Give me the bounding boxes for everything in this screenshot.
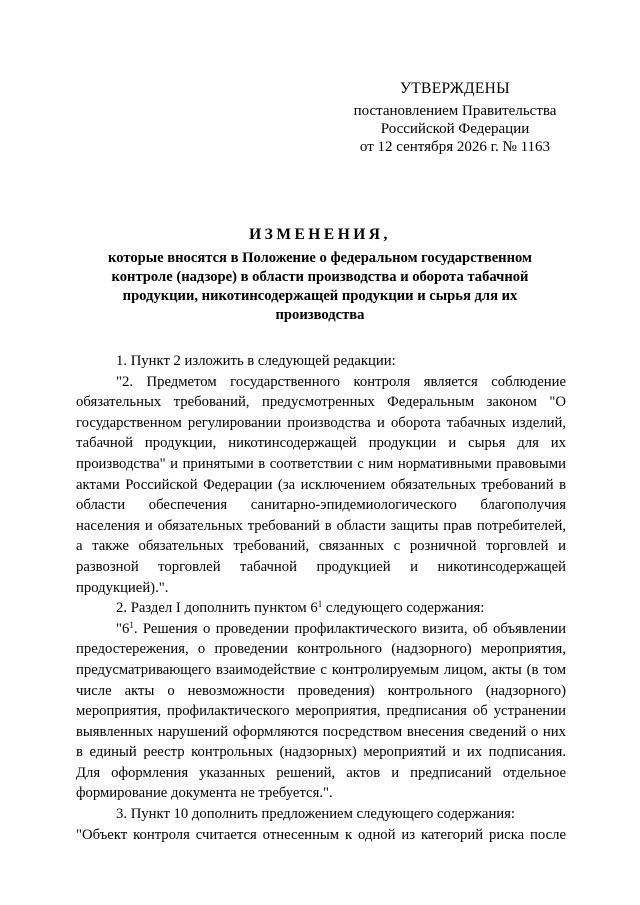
item-2-quote-body: . Решения о проведении профилактического визита, об объявлении предостережения, о проведении контрольного (надзорного) мероприятия, предусматривающего взаимодействие с контролируемым лицом, акты (в том числе акты о невозможности проведения) контрольного (надзорного) мероприятия, профилактического мероприятия, предписания об устранении выявленных нарушений оформляются посредством внесения сведений о них в единый реестр контрольных (надзорных) мероприятий и их подписания. Для оформления указанных решений, актов и предписаний отдельное формирование документа не требуется.". bbox=[76, 620, 566, 802]
item-3-text: "Объект контроля считается отнесенным к одной из категорий риска после bbox=[76, 826, 566, 843]
item-3-intro: 3. Пункт 10 дополнить предложением следующего содержания: bbox=[116, 806, 516, 823]
item-2-superscript: 1 bbox=[317, 599, 323, 610]
approval-line-1: постановлением Правительства bbox=[353, 103, 557, 119]
approval-heading: УТВЕРЖДЕНЫ bbox=[400, 80, 510, 97]
item-1-intro: 1. Пункт 2 изложить в следующей редакции: bbox=[116, 353, 396, 369]
approval-line-3: от 12 сентября 2026 г. № 1163 bbox=[359, 139, 551, 155]
document-title: ИЗМЕНЕНИЯ, bbox=[249, 226, 391, 243]
item-1-text: "2. Предметом государственного контроля является соблюдение обязательных требований, предусмотренных Федеральным законом "О государственном регулировании производства и оборота табачных изделий, табачной продукции, никотинсодержащей продукции и сырья для их производства" и принятыми в соответствии с ним нормативными правовыми актами Российской Федерации (за исключением обязательных требований в области обеспечения санитарно-эпидемиологического благополучия населения и обязательных требований в области защиты прав потребителей, а также обязательных требований, связанных с розничной торговлей и развозной торговлей табачной продукцией и никотинсодержащей продукцией).". bbox=[76, 373, 566, 596]
approval-line-2: Российской Федерации bbox=[380, 121, 530, 137]
approval-block bbox=[330, 80, 580, 156]
document-subtitle: которые вносятся в Положение о федеральном государственном контроле (надзоре) в области производства и оборота табачной продукции, никотинсодержащей продукции и сырья для их производства bbox=[108, 250, 532, 323]
item-2-quote-start: "6 bbox=[116, 620, 130, 637]
document-body bbox=[76, 351, 566, 845]
item-2-intro bbox=[76, 598, 566, 619]
item-2-quote-superscript: 1 bbox=[129, 619, 134, 630]
item-2-intro-after: следующего содержания: bbox=[322, 600, 485, 617]
item-2-intro-before: 2. Раздел I дополнить пунктом 6 bbox=[116, 600, 318, 617]
item-2-text bbox=[76, 619, 566, 804]
